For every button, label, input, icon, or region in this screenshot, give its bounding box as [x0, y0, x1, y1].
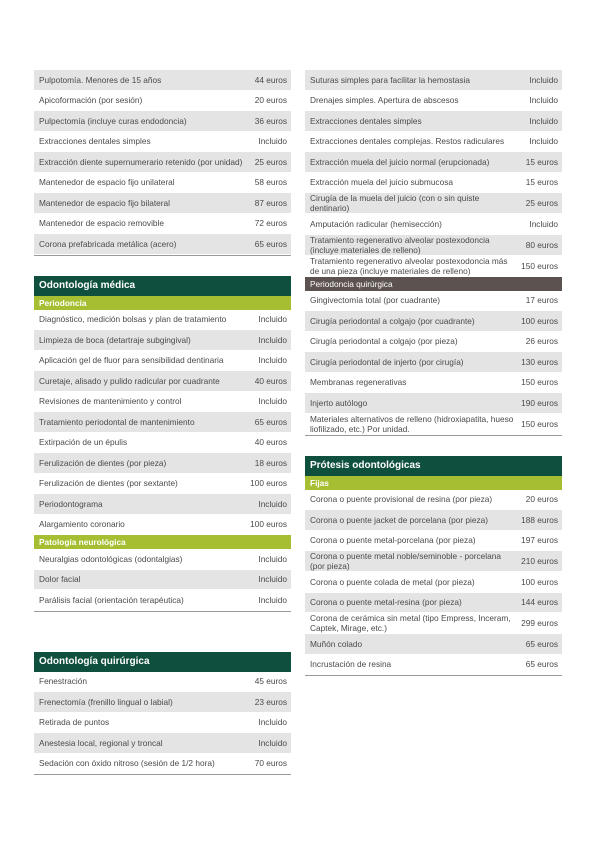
treatment-name: Suturas simples para facilitar la hemostasia	[310, 74, 471, 85]
treatment-name: Tratamiento regenerativo alveolar postexodoncia (incluye materiales de relleno)	[310, 234, 490, 255]
price-row	[305, 613, 562, 634]
subsection-periodoncia: Periodoncia	[34, 296, 291, 310]
treatment-price: Incluido	[258, 498, 287, 509]
treatment-name: Extracciones dentales complejas. Restos radiculares	[310, 136, 505, 147]
treatment-name: Diagnóstico, medición bolsas y plan de tratamiento	[39, 314, 227, 325]
treatment-price: 58 euros	[254, 177, 287, 188]
price-row	[305, 510, 562, 531]
treatment-price: 100 euros	[250, 519, 287, 530]
price-row	[34, 152, 291, 173]
treatment-price: Incluido	[529, 74, 558, 85]
treatment-price: Incluido	[529, 218, 558, 229]
treatment-price: 20 euros	[254, 95, 287, 106]
treatment-price: 87 euros	[254, 197, 287, 208]
left-top-list	[34, 70, 291, 255]
quirurgica-list	[34, 672, 291, 775]
treatment-name: Frenectomía (frenillo lingual o labial)	[39, 696, 173, 707]
treatment-price: 40 euros	[254, 437, 287, 448]
patologia-list	[34, 549, 291, 611]
divider	[305, 675, 562, 676]
price-row	[34, 474, 291, 495]
treatment-price: 17 euros	[525, 295, 558, 306]
price-row	[34, 70, 291, 91]
treatment-name: Tratamiento regenerativo alveolar postexodoncia más de una pieza (incluye materiales de relleno)	[310, 255, 508, 276]
subsection-patologia-neurologica: Patología neurológica	[34, 535, 291, 549]
price-row	[34, 453, 291, 474]
price-row	[305, 173, 562, 194]
treatment-name: Muñón colado	[310, 638, 363, 649]
price-row	[305, 373, 562, 394]
treatment-name: Pulpectomía (incluye curas endodoncia)	[39, 115, 187, 126]
price-row	[305, 193, 562, 214]
price-row	[34, 713, 291, 734]
treatment-price: 144 euros	[521, 597, 558, 608]
price-row	[34, 733, 291, 754]
treatment-price: Incluido	[529, 136, 558, 147]
treatment-name: Extracción diente supernumerario retenido (por unidad)	[39, 156, 243, 167]
price-row	[34, 412, 291, 433]
treatment-name: Gingivectomía total (por cuadrante)	[310, 295, 441, 306]
treatment-price: 65 euros	[254, 416, 287, 427]
price-row	[305, 235, 562, 256]
treatment-name: Parálisis facial (orientación terapéutica)	[39, 594, 184, 605]
treatment-name: Revisiones de mantenimiento y control	[39, 396, 182, 407]
treatment-price: 299 euros	[521, 618, 558, 628]
section-title-odontologia-quirurgica: Odontología quirúrgica	[34, 652, 291, 672]
section-title-protesis: Prótesis odontológicas	[305, 456, 562, 476]
treatment-name: Corona o puente provisional de resina (por pieza)	[310, 494, 493, 505]
treatment-price: 25 euros	[254, 156, 287, 167]
left-column	[34, 70, 291, 775]
price-row	[34, 310, 291, 331]
treatment-price: 44 euros	[254, 74, 287, 85]
price-row	[305, 256, 562, 277]
price-row	[305, 655, 562, 676]
price-row	[34, 515, 291, 536]
price-row	[305, 332, 562, 353]
treatment-price: Incluido	[258, 594, 287, 605]
price-row	[34, 392, 291, 413]
treatment-name: Corona o puente metal-porcelana (por pieza)	[310, 535, 476, 546]
price-row	[305, 490, 562, 511]
treatment-price: 80 euros	[525, 239, 558, 250]
price-row	[34, 351, 291, 372]
treatment-name: Mantenedor de espacio fijo unilateral	[39, 177, 175, 188]
treatment-price: 210 euros	[521, 556, 558, 566]
treatment-name: Membranas regenerativas	[310, 377, 407, 388]
treatment-name: Alargamiento coronario	[39, 519, 125, 530]
treatment-name: Extracciones dentales simples	[310, 115, 422, 126]
treatment-name: Extracciones dentales simples	[39, 136, 151, 147]
treatment-name: Corona o puente colada de metal (por pieza)	[310, 576, 475, 587]
treatment-name: Cirugía de la muela del juicio (con o sin quiste dentinario)	[310, 193, 480, 213]
treatment-price: 72 euros	[254, 218, 287, 229]
fijas-list	[305, 490, 562, 676]
price-row	[305, 152, 562, 173]
price-row	[34, 132, 291, 153]
treatment-price: Incluido	[529, 115, 558, 126]
treatment-name: Corona prefabricada metálica (acero)	[39, 238, 177, 249]
treatment-name: Apicoformación (por sesión)	[39, 95, 143, 106]
treatment-price: Incluido	[258, 334, 287, 345]
treatment-price: 65 euros	[525, 659, 558, 670]
treatment-name: Corona de cerámica sin metal (tipo Empress, Inceram, Captek, Mirage, etc.)	[310, 613, 511, 633]
price-row	[34, 91, 291, 112]
treatment-name: Mantenedor de espacio fijo bilateral	[39, 197, 170, 208]
treatment-price: 150 euros	[521, 260, 558, 271]
treatment-price: 25 euros	[525, 198, 558, 208]
treatment-price: Incluido	[258, 396, 287, 407]
treatment-price: Incluido	[258, 136, 287, 147]
section-title-odontologia-medica: Odontología médica	[34, 276, 291, 296]
treatment-price: Incluido	[258, 553, 287, 564]
treatment-name: Aplicación gel de fluor para sensibilidad dentinaria	[39, 355, 224, 366]
treatment-name: Dolor facial	[39, 574, 81, 585]
treatment-price: 20 euros	[525, 494, 558, 505]
spacer	[305, 436, 562, 456]
treatment-price: 65 euros	[254, 238, 287, 249]
treatment-price: 23 euros	[254, 696, 287, 707]
price-row	[34, 549, 291, 570]
treatment-price: 100 euros	[521, 315, 558, 326]
price-row	[305, 111, 562, 132]
treatment-name: Extracción muela del juicio normal (erupcionada)	[310, 156, 490, 167]
price-row	[34, 754, 291, 775]
treatment-name: Retirada de puntos	[39, 717, 110, 728]
treatment-name: Amputación radicular (hemisección)	[310, 218, 442, 229]
treatment-price: Incluido	[529, 95, 558, 106]
price-row	[305, 531, 562, 552]
treatment-name: Injerto autólogo	[310, 397, 368, 408]
treatment-name: Extracción muela del juicio submucosa	[310, 177, 453, 188]
price-row	[34, 494, 291, 515]
right-top-list	[305, 70, 562, 277]
treatment-name: Neuralgias odontológicas (odontalgias)	[39, 553, 183, 564]
treatment-name: Tratamiento periodontal de mantenimiento	[39, 416, 195, 427]
periodoncia-quirurgica-list	[305, 291, 562, 435]
price-row	[305, 414, 562, 435]
treatment-name: Sedación con óxido nitroso (sesión de 1/2 hora)	[39, 758, 215, 769]
price-row	[34, 173, 291, 194]
price-row	[34, 590, 291, 611]
treatment-name: Mantenedor de espacio removible	[39, 218, 164, 229]
price-row	[34, 214, 291, 235]
treatment-price: 40 euros	[254, 375, 287, 386]
treatment-price: 100 euros	[250, 478, 287, 489]
treatment-price: 190 euros	[521, 397, 558, 408]
treatment-name: Cirugía periodontal a colgajo (por cuadrante)	[310, 315, 475, 326]
treatment-price: 70 euros	[254, 758, 287, 769]
treatment-name: Corona o puente metal noble/seminoble - porcelana (por pieza)	[310, 551, 501, 571]
price-row	[34, 371, 291, 392]
treatment-price: 26 euros	[525, 336, 558, 347]
treatment-name: Corona o puente metal-resina (por pieza)	[310, 597, 462, 608]
treatment-price: 18 euros	[254, 457, 287, 468]
price-row	[34, 433, 291, 454]
spacer	[34, 612, 291, 652]
price-row	[34, 234, 291, 255]
price-row	[34, 570, 291, 591]
treatment-name: Limpieza de boca (detartraje subgingival)	[39, 334, 191, 345]
treatment-name: Materiales alternativos de relleno (hidroxiapatita, hueso liofilizado, etc.) Por unidad.	[310, 413, 514, 434]
treatment-name: Drenajes simples. Apertura de abscesos	[310, 95, 459, 106]
treatment-price: 150 euros	[521, 418, 558, 429]
treatment-price: Incluido	[258, 574, 287, 585]
treatment-price: 45 euros	[254, 676, 287, 687]
price-row	[305, 593, 562, 614]
treatment-price: 15 euros	[525, 156, 558, 167]
right-column	[305, 70, 562, 676]
treatment-price: 197 euros	[521, 535, 558, 546]
treatment-name: Curetaje, alisado y pulido radicular por cuadrante	[39, 375, 220, 386]
treatment-name: Periodontograma	[39, 498, 103, 509]
price-row	[305, 291, 562, 312]
divider	[34, 774, 291, 775]
price-row	[305, 214, 562, 235]
treatment-name: Corona o puente jacket de porcelana (por pieza)	[310, 514, 489, 525]
treatment-name: Ferulización de dientes (por pieza)	[39, 457, 167, 468]
treatment-price: Incluido	[258, 717, 287, 728]
price-row	[34, 193, 291, 214]
treatment-name: Cirugía periodontal de injerto (por cirugía)	[310, 356, 464, 367]
price-row	[305, 393, 562, 414]
price-row	[34, 330, 291, 351]
periodoncia-list	[34, 310, 291, 536]
treatment-price: Incluido	[258, 355, 287, 366]
treatment-name: Cirugía periodontal a colgajo (por pieza)	[310, 336, 458, 347]
price-row	[305, 572, 562, 593]
treatment-price: 130 euros	[521, 356, 558, 367]
price-row	[305, 311, 562, 332]
treatment-price: 150 euros	[521, 377, 558, 388]
treatment-price: 36 euros	[254, 115, 287, 126]
treatment-price: 188 euros	[521, 514, 558, 525]
treatment-price: 65 euros	[525, 638, 558, 649]
treatment-price: 15 euros	[525, 177, 558, 188]
treatment-name: Pulpotomía. Menores de 15 años	[39, 74, 162, 85]
price-row	[305, 70, 562, 91]
price-row	[305, 91, 562, 112]
price-row	[305, 132, 562, 153]
treatment-price: Incluido	[258, 737, 287, 748]
subsection-fijas: Fijas	[305, 476, 562, 490]
treatment-name: Ferulización de dientes (por sextante)	[39, 478, 178, 489]
price-row	[305, 634, 562, 655]
price-row	[34, 672, 291, 693]
subsection-periodoncia-quirurgica: Periodoncia quirúrgica	[305, 277, 562, 291]
treatment-name: Fenestración	[39, 676, 87, 687]
price-row	[305, 352, 562, 373]
treatment-name: Anestesia local, regional y troncal	[39, 737, 163, 748]
price-row	[34, 111, 291, 132]
treatment-price: 100 euros	[521, 576, 558, 587]
price-row	[34, 692, 291, 713]
spacer	[34, 256, 291, 276]
treatment-name: Extirpación de un épulis	[39, 437, 128, 448]
price-row	[305, 551, 562, 572]
treatment-price: Incluido	[258, 314, 287, 325]
treatment-name: Incrustación de resina	[310, 659, 392, 670]
